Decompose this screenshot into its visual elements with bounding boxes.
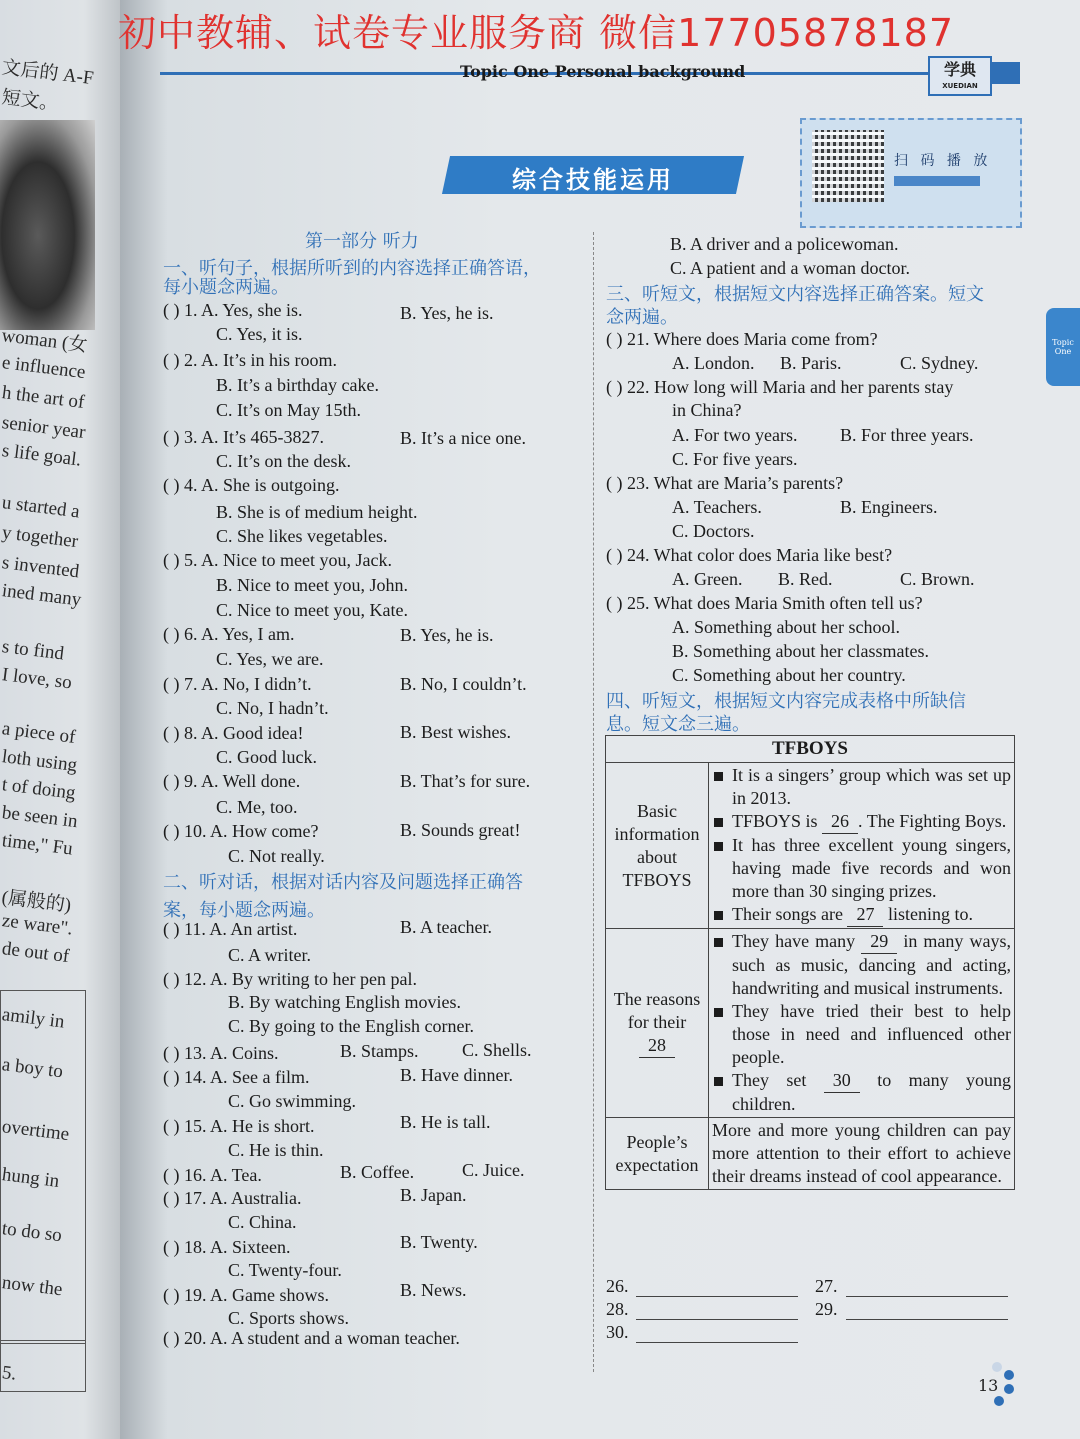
q24-stem: ( ) 24. What color does Maria like best?: [606, 545, 893, 565]
q12-b: B. By watching English movies.: [228, 992, 461, 1012]
left-page-line: s invented: [0, 552, 81, 583]
qr-label: 扫 码 播 放: [894, 153, 992, 169]
left-page-line: 短文。: [0, 87, 60, 115]
q13-b: B. Stamps.: [340, 1041, 419, 1061]
answer-28-line[interactable]: [636, 1319, 798, 1320]
q4-b: B. She is of medium height.: [216, 502, 418, 522]
reason-item-1: They have many 29 in many ways, such as music, dancing and acting, handwriting and musical instruments.: [712, 930, 1011, 1000]
answer-28-label: 28.: [606, 1299, 629, 1319]
blank-30[interactable]: 30: [824, 1069, 860, 1093]
blank-29[interactable]: 29: [861, 930, 897, 954]
q8-a: ( ) 8. A. Good idea!: [163, 723, 304, 743]
left-page-line: 文后的 A-F: [0, 57, 95, 90]
table-title: TFBOYS: [606, 736, 1015, 763]
q12-c: C. By going to the English corner.: [228, 1016, 474, 1036]
q25-stem: ( ) 25. What does Maria Smith often tell us?: [606, 593, 923, 613]
section2-heading-2: 案，每小题念两遍。: [163, 900, 325, 921]
watermark: 初中教辅、试卷专业服务商 微信17705878187: [118, 11, 955, 55]
side-tab[interactable]: Topic One: [1046, 308, 1080, 386]
q19-c: C. Sports shows.: [228, 1308, 350, 1328]
left-page-line: amily in: [0, 1004, 66, 1033]
left-page-line: t of doing: [0, 774, 77, 804]
basic-item-2: TFBOYS is 26 . The Fighting Boys.: [712, 810, 1011, 834]
q19-b: B. News.: [400, 1280, 467, 1300]
q16-a: ( ) 16. A. Tea.: [163, 1165, 262, 1185]
q4-a: ( ) 4. A. She is outgoing.: [163, 475, 340, 495]
header-title: Topic One Personal background: [460, 62, 746, 81]
row-expectation-label: People’s expectation: [606, 1118, 709, 1190]
section1-heading-2: 每小题念两遍。: [163, 277, 289, 298]
left-page-box-bottom: [0, 1340, 86, 1392]
q22-stem-2: in China?: [672, 400, 742, 420]
q4-c: C. She likes vegetables.: [216, 526, 388, 546]
basic-item-1: It is a singers’ group which was set up in 2013.: [712, 764, 1011, 810]
q20-b: B. A driver and a policewoman.: [670, 234, 899, 254]
q2-c: C. It’s on May 15th.: [216, 400, 362, 420]
q7-c: C. No, I hadn’t.: [216, 698, 329, 718]
q20-c: C. A patient and a woman doctor.: [670, 258, 910, 278]
reason-item-3: They set 30 to many young children.: [712, 1069, 1011, 1116]
q15-a: ( ) 15. A. He is short.: [163, 1116, 315, 1136]
blank-28[interactable]: 28: [639, 1034, 675, 1058]
q6-b: B. Yes, he is.: [400, 625, 494, 645]
left-page-line: senior year: [0, 412, 87, 444]
q7-b: B. No, I couldn’t.: [400, 674, 527, 694]
left-page-line: ze ware".: [0, 910, 74, 940]
answer-29-line[interactable]: [846, 1319, 1008, 1320]
blank-27[interactable]: 27: [847, 903, 883, 927]
reason-item-2: They have tried their best to help those in need and influenced other people.: [712, 1000, 1011, 1069]
q8-c: C. Good luck.: [216, 747, 317, 767]
expectation-text: More and more young children can pay more attention to their effort to achieve their dreams instead of cool appearance.: [709, 1118, 1015, 1190]
q17-b: B. Japan.: [400, 1185, 467, 1205]
page-number: 13: [978, 1376, 999, 1395]
section-banner: 综合技能运用: [512, 166, 674, 194]
row-basic-label: Basic information about TFBOYS: [606, 763, 709, 929]
q6-c: C. Yes, we are.: [216, 649, 324, 669]
q23-a: A. Teachers.: [672, 497, 762, 517]
answer-27-label: 27.: [815, 1276, 838, 1296]
left-page-line: h the art of: [0, 382, 86, 414]
brand-logo: 学典 XUEDIAN: [928, 56, 992, 96]
answer-29-label: 29.: [815, 1299, 838, 1319]
q22-stem: ( ) 22. How long will Maria and her parents stay: [606, 377, 954, 397]
left-page-line: (属般的): [0, 887, 73, 917]
left-page: [0, 0, 120, 1439]
q23-stem: ( ) 23. What are Maria’s parents?: [606, 473, 844, 493]
q22-c: C. For five years.: [672, 449, 798, 469]
q15-c: C. He is thin.: [228, 1140, 324, 1160]
q5-c: C. Nice to meet you, Kate.: [216, 600, 408, 620]
tfboys-table: [605, 735, 1015, 1190]
q24-a: A. Green.: [672, 569, 743, 589]
section4-heading-2: 息。短文念三遍。: [606, 714, 750, 735]
q21-c: C. Sydney.: [900, 353, 979, 373]
q5-a: ( ) 5. A. Nice to meet you, Jack.: [163, 550, 392, 570]
left-page-line: de out of: [0, 938, 71, 968]
q24-b: B. Red.: [778, 569, 833, 589]
answer-26-label: 26.: [606, 1276, 629, 1296]
basic-item-3: It has three excellent young singers, having made five records and won more than 30 singing prizes.: [712, 834, 1011, 903]
q22-b: B. For three years.: [840, 425, 974, 445]
answer-27-line[interactable]: [846, 1296, 1008, 1297]
q25-c: C. Something about her country.: [672, 665, 906, 685]
left-page-line: y together: [0, 522, 80, 553]
q25-a: A. Something about her school.: [672, 617, 900, 637]
q21-a: A. London.: [672, 353, 755, 373]
left-page-photo: [0, 120, 95, 330]
left-page-line: hung in: [0, 1164, 61, 1192]
answer-26-line[interactable]: [636, 1296, 798, 1297]
q20-a: ( ) 20. A. A student and a woman teacher.: [163, 1328, 460, 1348]
left-page-line: woman (女: [0, 325, 89, 357]
left-page-line: overtime: [0, 1116, 71, 1146]
q10-a: ( ) 10. A. How come?: [163, 821, 319, 841]
left-page-line: loth using: [0, 746, 79, 777]
q11-c: C. A writer.: [228, 945, 312, 965]
q19-a: ( ) 19. A. Game shows.: [163, 1285, 329, 1305]
basic-item-4: Their songs are 27 listening to.: [712, 903, 1011, 927]
header-tab: [990, 62, 1020, 84]
section3-heading: 三、听短文，根据短文内容选择正确答案。短文: [606, 284, 984, 305]
q14-a: ( ) 14. A. See a film.: [163, 1067, 310, 1087]
q14-b: B. Have dinner.: [400, 1065, 513, 1085]
q3-c: C. It’s on the desk.: [216, 451, 351, 471]
left-page-line: e influence: [0, 352, 87, 384]
q7-a: ( ) 7. A. No, I didn’t.: [163, 674, 312, 694]
q10-c: C. Not really.: [228, 846, 325, 866]
q1-a: ( ) 1. A. Yes, she is.: [163, 300, 303, 320]
left-page-line: a piece of: [0, 718, 77, 748]
left-page-line: to do so: [0, 1218, 64, 1247]
q18-b: B. Twenty.: [400, 1232, 478, 1252]
q17-c: C. China.: [228, 1212, 297, 1232]
answer-30-label: 30.: [606, 1322, 629, 1342]
left-page-line: time," Fu: [0, 830, 74, 860]
q11-b: B. A teacher.: [400, 917, 492, 937]
section3-heading-2: 念两遍。: [606, 307, 678, 328]
left-page-line: s to find: [0, 636, 66, 665]
q17-a: ( ) 17. A. Australia.: [163, 1188, 302, 1208]
left-page-box: [0, 990, 86, 1344]
q13-c: C. Shells.: [462, 1040, 532, 1060]
q16-c: C. Juice.: [462, 1160, 525, 1180]
q11-a: ( ) 11. A. An artist.: [163, 919, 298, 939]
q25-b: B. Something about her classmates.: [672, 641, 929, 661]
left-page-line: ined many: [0, 580, 83, 611]
q8-b: B. Best wishes.: [400, 722, 512, 742]
left-page-line: u started a: [0, 492, 81, 523]
qr-panel[interactable]: [800, 118, 1022, 228]
part-title: 第一部分 听力: [305, 231, 419, 252]
q23-c: C. Doctors.: [672, 521, 755, 541]
q9-a: ( ) 9. A. Well done.: [163, 771, 301, 791]
left-page-line: s life goal.: [0, 440, 83, 471]
q18-a: ( ) 18. A. Sixteen.: [163, 1237, 291, 1257]
row-reasons-label: The reasons for their 28: [606, 929, 709, 1118]
q9-b: B. That’s for sure.: [400, 771, 531, 791]
q1-b: B. Yes, he is.: [400, 303, 494, 323]
q16-b: B. Coffee.: [340, 1162, 415, 1182]
q6-a: ( ) 6. A. Yes, I am.: [163, 624, 295, 644]
section1-heading: 一、听句子，根据所听到的内容选择正确答语，: [163, 258, 541, 279]
q13-a: ( ) 13. A. Coins.: [163, 1043, 279, 1063]
q5-b: B. Nice to meet you, John.: [216, 575, 408, 595]
left-page-line: I love, so: [0, 664, 74, 694]
qr-bar: [894, 176, 980, 186]
q22-a: A. For two years.: [672, 425, 798, 445]
q23-b: B. Engineers.: [840, 497, 938, 517]
q9-c: C. Me, too.: [216, 797, 298, 817]
q18-c: C. Twenty-four.: [228, 1260, 342, 1280]
left-page-line: now the: [0, 1272, 64, 1301]
left-page-line: a boy to: [0, 1054, 65, 1083]
qr-code-icon[interactable]: [812, 130, 884, 202]
q14-c: C. Go swimming.: [228, 1091, 357, 1111]
section2-heading: 二、听对话，根据对话内容及问题选择正确答: [163, 872, 523, 893]
q21-stem: ( ) 21. Where does Maria come from?: [606, 329, 878, 349]
column-divider: [593, 232, 594, 1372]
q3-b: B. It’s a nice one.: [400, 428, 526, 448]
q10-b: B. Sounds great!: [400, 820, 521, 840]
q2-a: ( ) 2. A. It’s in his room.: [163, 350, 337, 370]
answer-30-line[interactable]: [636, 1342, 798, 1343]
section4-heading: 四、听短文，根据短文内容完成表格中所缺信: [606, 691, 966, 712]
q12-a: ( ) 12. A. By writing to her pen pal.: [163, 969, 417, 989]
left-page-line: be seen in: [0, 802, 79, 833]
q3-a: ( ) 3. A. It’s 465-3827.: [163, 427, 324, 447]
q24-c: C. Brown.: [900, 569, 975, 589]
q2-b: B. It’s a birthday cake.: [216, 375, 379, 395]
q21-b: B. Paris.: [780, 353, 842, 373]
q15-b: B. He is tall.: [400, 1112, 491, 1132]
blank-26[interactable]: 26: [822, 810, 858, 834]
left-page-line: 5.: [0, 1362, 18, 1385]
q1-c: C. Yes, it is.: [216, 324, 303, 344]
